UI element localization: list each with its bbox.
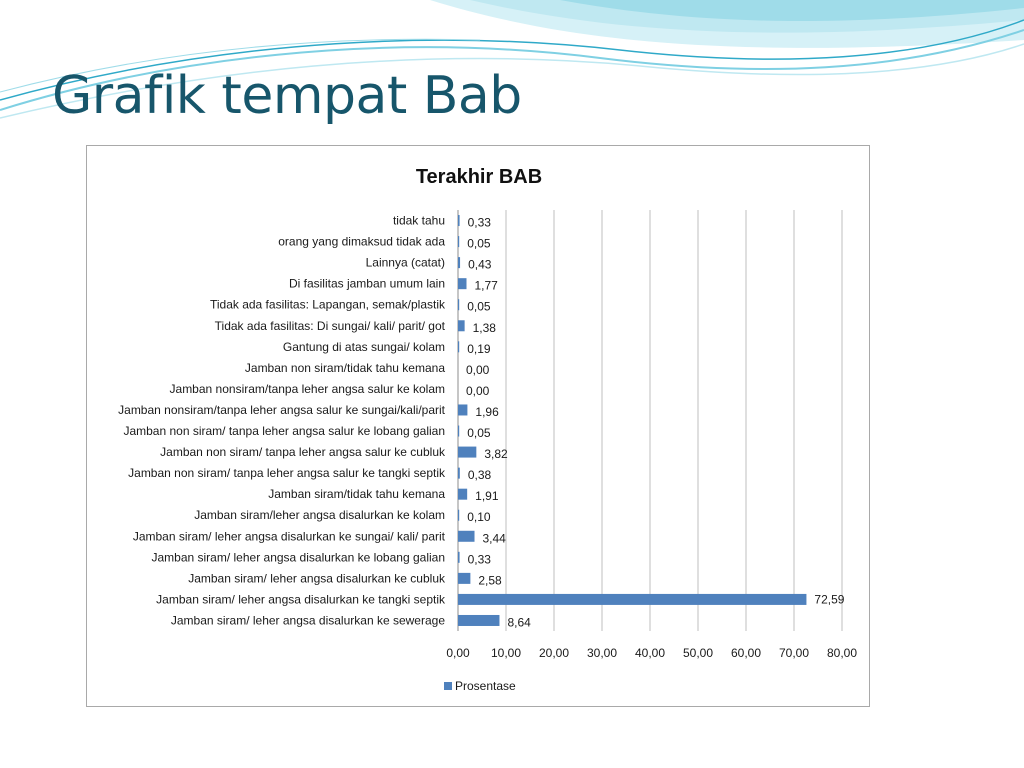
value-label: 0,43 (468, 257, 492, 272)
value-label: 0,10 (467, 510, 491, 525)
bar (458, 531, 475, 542)
category-label: Jamban siram/ leher angsa disalurkan ke sewerage (170, 613, 445, 628)
bar (458, 320, 465, 331)
bar (458, 510, 459, 521)
category-label: orang yang dimaksud tidak ada (278, 234, 445, 249)
category-label: Jamban non siram/ tanpa leher angsa salur ke lobang galian (123, 424, 445, 439)
bar (458, 404, 467, 415)
legend-swatch (444, 682, 452, 690)
bar-chart (87, 146, 871, 708)
bar (458, 215, 460, 226)
bar (458, 573, 470, 584)
x-tick-label: 0,00 (446, 646, 470, 660)
category-label: Jamban non siram/tidak tahu kemana (244, 360, 445, 375)
x-tick-label: 80,00 (826, 646, 858, 660)
bar (458, 447, 476, 458)
value-label: 3,82 (484, 447, 508, 462)
value-label: 1,77 (474, 278, 498, 293)
x-tick-label: 20,00 (538, 646, 570, 660)
value-label: 1,38 (472, 320, 496, 335)
bar (458, 594, 806, 605)
bar (458, 615, 499, 626)
value-label: 0,38 (467, 468, 492, 483)
value-label: 2,58 (478, 573, 502, 588)
category-label: Jamban nonsiram/tanpa leher angsa salur ke sungai/kali/parit (118, 402, 445, 417)
value-label: 1,91 (475, 489, 499, 504)
bar (458, 257, 460, 268)
bar (458, 489, 467, 500)
legend-label: Prosentase (455, 679, 516, 693)
value-label: 3,44 (482, 531, 506, 546)
x-tick-label: 10,00 (490, 646, 522, 660)
value-label: 0,33 (467, 552, 491, 567)
chart-title: Terakhir BAB (415, 166, 543, 188)
x-tick-label: 50,00 (682, 646, 714, 660)
bar (458, 552, 460, 563)
category-label: Di fasilitas jamban umum lain (288, 276, 445, 291)
category-label: Jamban non siram/ tanpa leher angsa salur ke tangki septik (128, 466, 445, 481)
bar (458, 278, 466, 289)
bar (458, 299, 459, 310)
category-label: Jamban siram/tidak tahu kemana (268, 487, 445, 502)
category-label: Jamban nonsiram/tanpa leher angsa salur ke kolam (169, 381, 445, 396)
category-label: Tidak ada fasilitas: Lapangan, semak/plastik (209, 297, 445, 312)
value-label: 0,00 (466, 383, 490, 398)
category-labels (118, 214, 446, 628)
legend (444, 679, 516, 693)
slide-title: Grafik tempat Bab (52, 66, 522, 126)
bar (458, 426, 459, 437)
x-axis-ticks (446, 646, 857, 660)
category-label: tidak tahu (392, 213, 445, 228)
x-tick-label: 70,00 (778, 646, 810, 660)
bar (458, 468, 460, 479)
value-label: 72,59 (814, 592, 845, 607)
value-label: 0,05 (467, 299, 491, 314)
category-label: Jamban non siram/ tanpa leher angsa salur ke cubluk (160, 445, 445, 460)
value-label: 0,00 (466, 362, 490, 377)
value-label: 0,19 (467, 341, 491, 356)
category-label: Lainnya (catat) (365, 255, 445, 270)
chart-container (86, 145, 870, 707)
category-label: Jamban siram/ leher angsa disalurkan ke cubluk (188, 571, 445, 586)
value-labels (466, 216, 845, 630)
value-label: 0,05 (467, 236, 491, 251)
x-tick-label: 40,00 (634, 646, 666, 660)
category-label: Jamban siram/ leher angsa disalurkan ke lobang galian (151, 550, 445, 565)
value-label: 8,64 (507, 615, 531, 630)
gridlines (458, 210, 845, 631)
category-label: Jamban siram/ leher angsa disalurkan ke tangki septik (156, 592, 445, 607)
category-label: Jamban siram/ leher angsa disalurkan ke sungai/ kali/ parit (132, 529, 445, 544)
category-label: Tidak ada fasilitas: Di sungai/ kali/ parit/ got (214, 318, 445, 333)
value-label: 1,96 (475, 404, 499, 419)
value-label: 0,33 (467, 215, 491, 230)
bar (458, 236, 459, 247)
value-label: 0,05 (467, 426, 491, 441)
x-tick-label: 60,00 (730, 646, 762, 660)
bars (458, 215, 806, 626)
x-tick-label: 30,00 (586, 646, 618, 660)
category-label: Gantung di atas sungai/ kolam (282, 339, 445, 354)
category-label: Jamban siram/leher angsa disalurkan ke kolam (194, 508, 445, 523)
bar (458, 341, 459, 352)
